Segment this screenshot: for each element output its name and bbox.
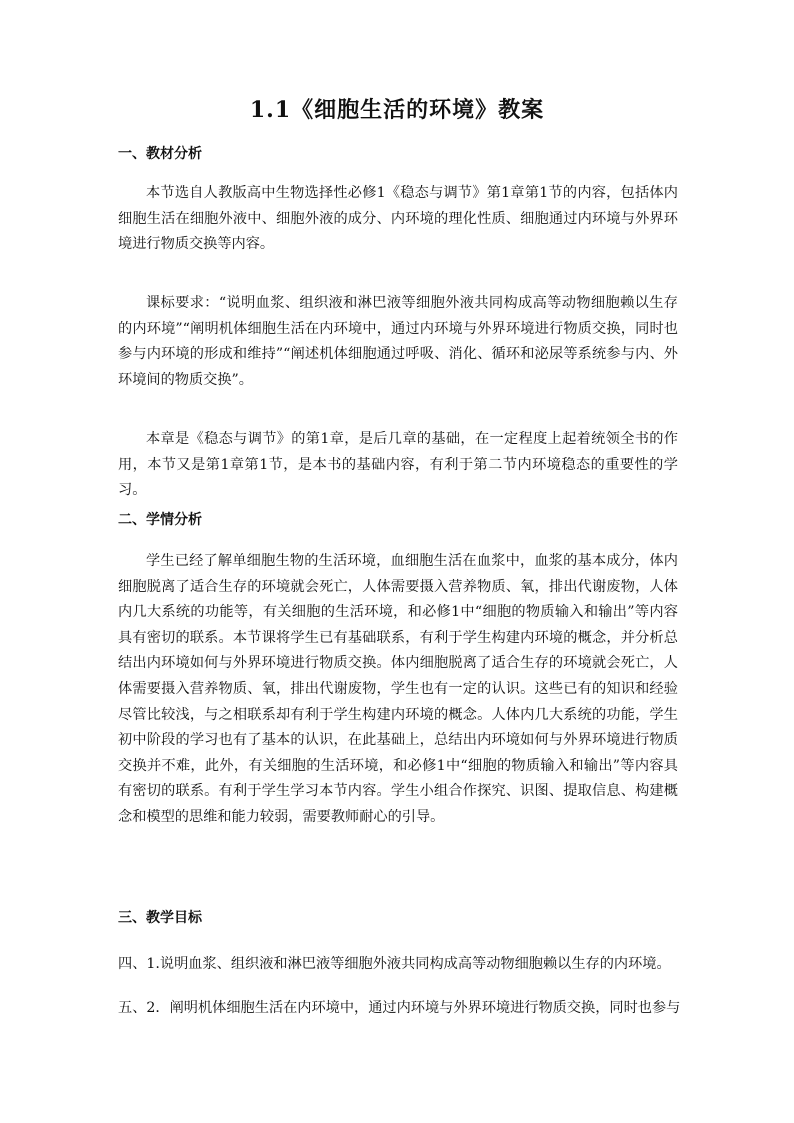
paragraph-textbook-overview: 本节选自人教版高中生物选择性必修1《稳态与调节》第1章第1节的内容，包括体内细胞生活在细胞外液中、细胞外液的成分、内环境的理化性质、细胞通过内环境与外界环境进行物质交换等内容。 [118, 185, 678, 253]
paragraph-curriculum-requirements: 课标要求：“说明血浆、组织液和淋巴液等细胞外液共同构成高等动物细胞赖以生存的内环境”“阐明机体细胞生活在内环境中，通过内环境与外界环境进行物质交换，同时也参与内环境的形成和维持”“阐述机体细胞通过呼吸、消化、循环和泌尿等系统参与内、外环境间的物质交换”。 [118, 295, 678, 388]
objective-item-2: 五、2．阐明机体细胞生活在内环境中，通过内环境与外界环境进行物质交换，同时也参与 [118, 1000, 681, 1016]
section-heading-student-analysis: 二、学情分析 [118, 512, 202, 528]
paragraph-chapter-position: 本章是《稳态与调节》的第1章，是后几章的基础，在一定程度上起着统领全书的作用，本节又是第1章第1节，是本书的基础内容，有利于第二节内环境稳态的重要性的学习。 [118, 431, 678, 499]
section-heading-textbook-analysis: 一、教材分析 [118, 146, 202, 162]
section-heading-teaching-objectives: 三、教学目标 [118, 910, 202, 926]
paragraph-student-analysis: 学生已经了解单细胞生物的生活环境，血细胞生活在血浆中，血浆的基本成分，体内细胞脱离了适合生存的环境就会死亡，人体需要摄入营养物质、氧，排出代谢废物，人体内几大系统的功能等，有关细胞的生活环境，和必修1中“细胞的物质输入和输出”等内容具有密切的联系。本节课将学生已有基础联系，有利于学生构建内环境的概念，并分析总结出内环境如何与外界环境进行物质交换。体内细胞脱离了适合生存的环境就会死亡，人体需要摄入营养物质、氧，排出代谢废物，学生也有一定的认识。这些已有的知识和经验尽管比较浅，与之相联系却有利于学生构建内环境的概念。人体内几大系统的功能，学生初中阶段的学习也有了基本的认识，在此基础上，总结出内环境如何与外界环境进行物质交换并不难，此外，有关细胞的生活环境，和必修1中“细胞的物质输入和输出”等内容具有密切的联系。有利于学生学习本节内容。学生小组合作探究、识图、提取信息、构建概念和模型的思维和能力较弱，需要教师耐心的引导。 [118, 553, 678, 825]
objective-item-1: 四、1.说明血浆、组织液和淋巴液等细胞外液共同构成高等动物细胞赖以生存的内环境。 [118, 956, 671, 972]
document-title: 1.1《细胞生活的环境》教案 [249, 97, 545, 123]
